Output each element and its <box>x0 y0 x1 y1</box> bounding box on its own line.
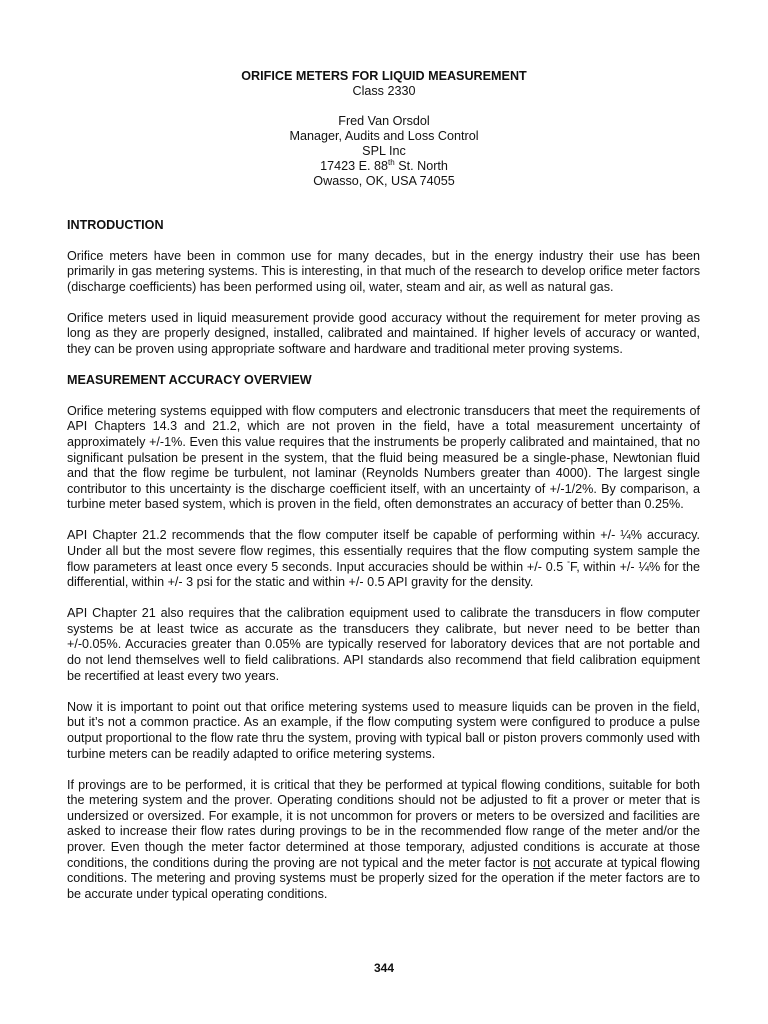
section-heading-measurement-accuracy: MEASUREMENT ACCURACY OVERVIEW <box>67 373 312 388</box>
street-address <box>0 159 768 174</box>
paragraph: Orifice metering systems equipped with flow computers and electronic transducers that meet the requirements of API Chapters 14.3 and 21.2, which are not proven in the field, have a total measurement uncertainty of approximately +/-1%. Even this value requires that the instruments be properly calibrated and maintained, that no significant pulsation be present in the system, that the fluid being measured be a single-phase, Newtonian fluid and that the flow regime be turbulent, not laminar (Reynolds Numbers greater than 4000). The largest single contributor to this uncertainty is the discharge coefficient itself, with an uncertainty of +/-1/2%. By comparison, a turbine meter based system, which is proven in the field, often demonstrates an accuracy of better than 0.25%. <box>67 403 700 512</box>
paragraph-text: accurate at typical flowing conditions. The metering and proving systems must be properly sized for the operation if the meter factors are to be accurate under typical operating conditions. <box>67 855 701 901</box>
class-number: Class 2330 <box>352 84 416 98</box>
paragraph <box>67 528 700 590</box>
author-position: Manager, Audits and Loss Control <box>289 129 479 143</box>
street-address-number: 17423 E. 88 <box>320 159 389 173</box>
street-address-suffix: th <box>388 157 395 167</box>
document-body <box>67 218 700 918</box>
paragraph-text: If provings are to be performed, it is critical that they be performed at typical flowing conditions, suitable for both the metering system and the prover. Operating conditions should not be adjusted to fit a prover or meter that is undersized or oversized. For example, it is not uncommon for provers or meters to be oversized and facilities are asked to increase their flow rates during provings to be in the recommended flow range of the meter and/or the prover. Even though the meter factor determined at those temporary, adjusted conditions is accurate at those conditions, the conditions during the proving are not typical and the meter factor is <box>67 777 700 870</box>
street-address-name: St. North <box>394 159 448 173</box>
paragraph: Now it is important to point out that orifice metering systems used to measure liquids can be proven in the field, but it’s not a common practice. As an example, if the flow computing system were configured to produce a pulse output proportional to the flow rate thru the system, proving with typical ball or piston provers commonly used with turbine meters can be readily adapted to orifice metering systems. <box>67 699 700 761</box>
city-address: Owasso, OK, USA 74055 <box>313 174 455 188</box>
document-header <box>0 69 768 189</box>
paragraph <box>67 778 700 903</box>
company-name: SPL Inc <box>362 144 406 158</box>
degree-symbol: ° <box>567 560 570 568</box>
page-number: 344 <box>373 961 395 975</box>
underlined-word: not <box>533 855 551 870</box>
paragraph: API Chapter 21 also requires that the calibration equipment used to calibrate the transducers in flow computer systems be at least twice as accurate as the transducers they calibrate, but never need to be better than +/-0.05%. Accuracies greater than 0.05% are typically reserved for laboratory devices that are not portable and do not lend themselves well to field calibrations. API standards also recommend that field calibration equipment be recertified at least every two years. <box>67 606 700 683</box>
paragraph-text: API Chapter 21.2 recommends that the flow computer itself be capable of performing within +/- ¼% accuracy. Under all but the most severe flow regimes, this essentially requires that the flow computing system sample the flow parameters at least once every 5 seconds. Input accuracies should be within +/- 0.5 <box>67 528 700 574</box>
document-title: ORIFICE METERS FOR LIQUID MEASUREMENT <box>241 69 527 83</box>
paragraph: Orifice meters used in liquid measurement provide good accuracy without the requirement for meter proving as long as they are properly designed, installed, calibrated and maintained. If higher levels of accuracy or wanted, they can be proven using appropriate software and hardware and traditional meter proving systems. <box>67 310 700 357</box>
paragraph-text: F, within +/- ¼% for the differential, within +/- 3 psi for the static and within +/- 0.5 API gravity for the density. <box>67 559 700 590</box>
author-name: Fred Van Orsdol <box>338 114 430 128</box>
section-heading-introduction: INTRODUCTION <box>67 218 164 232</box>
paragraph: Orifice meters have been in common use for many decades, but in the energy industry their use has been primarily in gas metering systems. This is interesting, in that much of the research to develop orifice meter factors (discharge coefficients) has been performed using oil, water, steam and air, as well as natural gas. <box>67 248 700 294</box>
